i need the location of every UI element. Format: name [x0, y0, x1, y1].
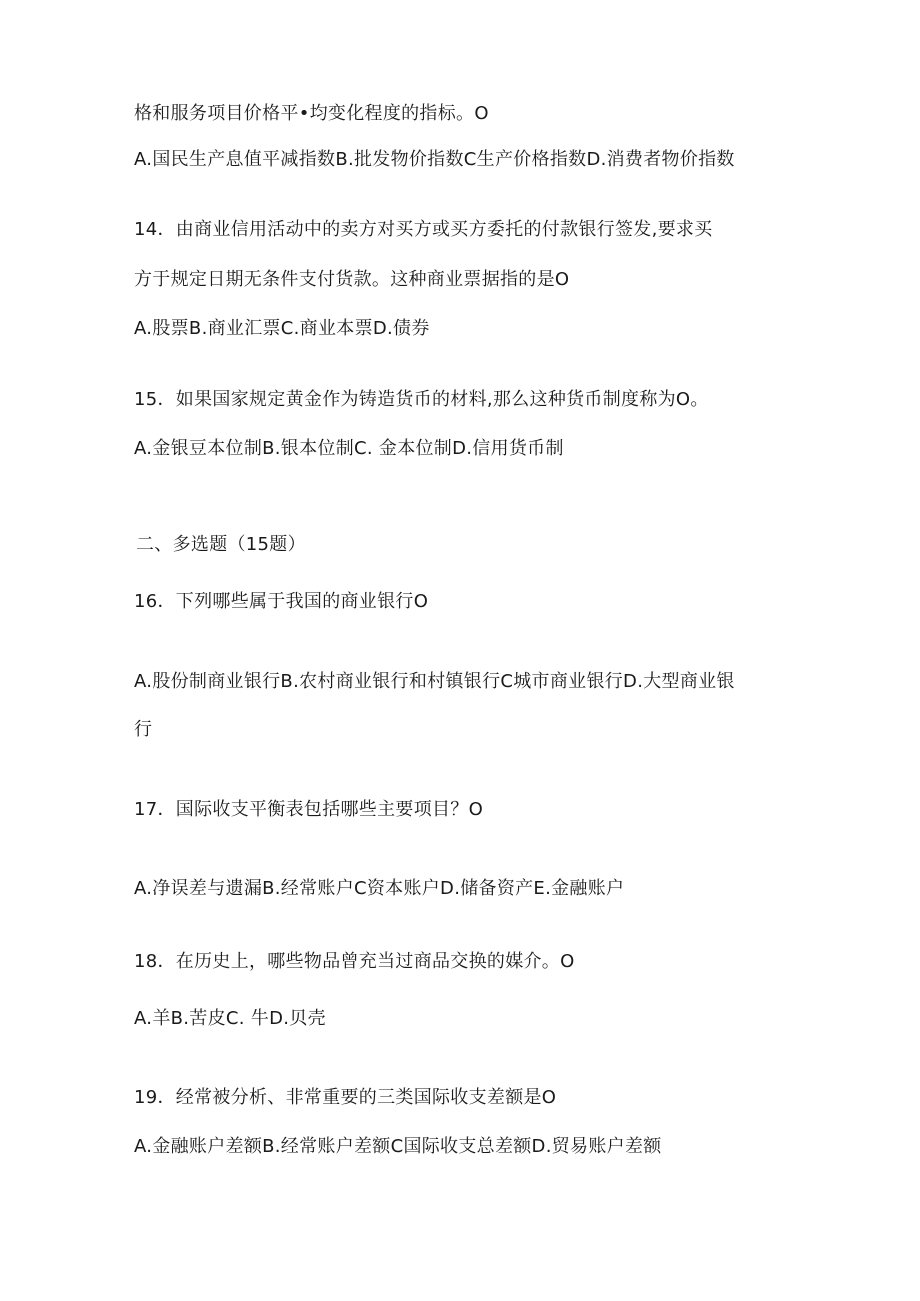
- q13-options: A.国民生产息值平减指数B.批发物价指数C生产价格指数D.消费者物价指数: [134, 149, 735, 170]
- q15-options: A.金银豆本位制B.银本位制C. 金本位制D.信用货币制: [134, 438, 564, 459]
- q14-question-line-2: 方于规定日期无条件支付货款。这种商业票据指的是O: [134, 269, 570, 290]
- q16-question: 16．下列哪些属于我国的商业银行O: [134, 591, 429, 612]
- section-heading-multiple-choice: 二、多选题（15题）: [136, 534, 306, 555]
- q19-options: A.金融账户差额B.经常账户差额C国际收支总差额D.贸易账户差额: [134, 1136, 662, 1157]
- q18-options: A.羊B.苦皮C. 牛D.贝壳: [134, 1008, 326, 1029]
- q15-question: 15．如果国家规定黄金作为铸造货币的材料,那么这种货币制度称为O。: [134, 389, 709, 410]
- q17-options: A.净误差与遗漏B.经常账户C资本账户D.储备资产E.金融账户: [134, 878, 625, 899]
- q18-question: 18．在历史上，哪些物品曾充当过商品交换的媒介。O: [134, 951, 575, 972]
- q14-question-line-1: 14．由商业信用活动中的卖方对买方或买方委托的付款银行签发,要求买: [134, 219, 713, 240]
- q13-question-continuation: 格和服务项目价格平•均变化程度的指标。O: [134, 103, 489, 124]
- q14-options: A.股票B.商业汇票C.商业本票D.债券: [134, 318, 430, 339]
- q16-options-line-2: 行: [134, 719, 153, 740]
- q16-options-line-1: A.股份制商业银行B.农村商业银行和村镇银行C城市商业银行D.大型商业银: [134, 671, 735, 692]
- q19-question: 19．经常被分析、非常重要的三类国际收支差额是O: [134, 1087, 557, 1108]
- q17-question: 17．国际收支平衡表包括哪些主要项目？O: [134, 799, 484, 820]
